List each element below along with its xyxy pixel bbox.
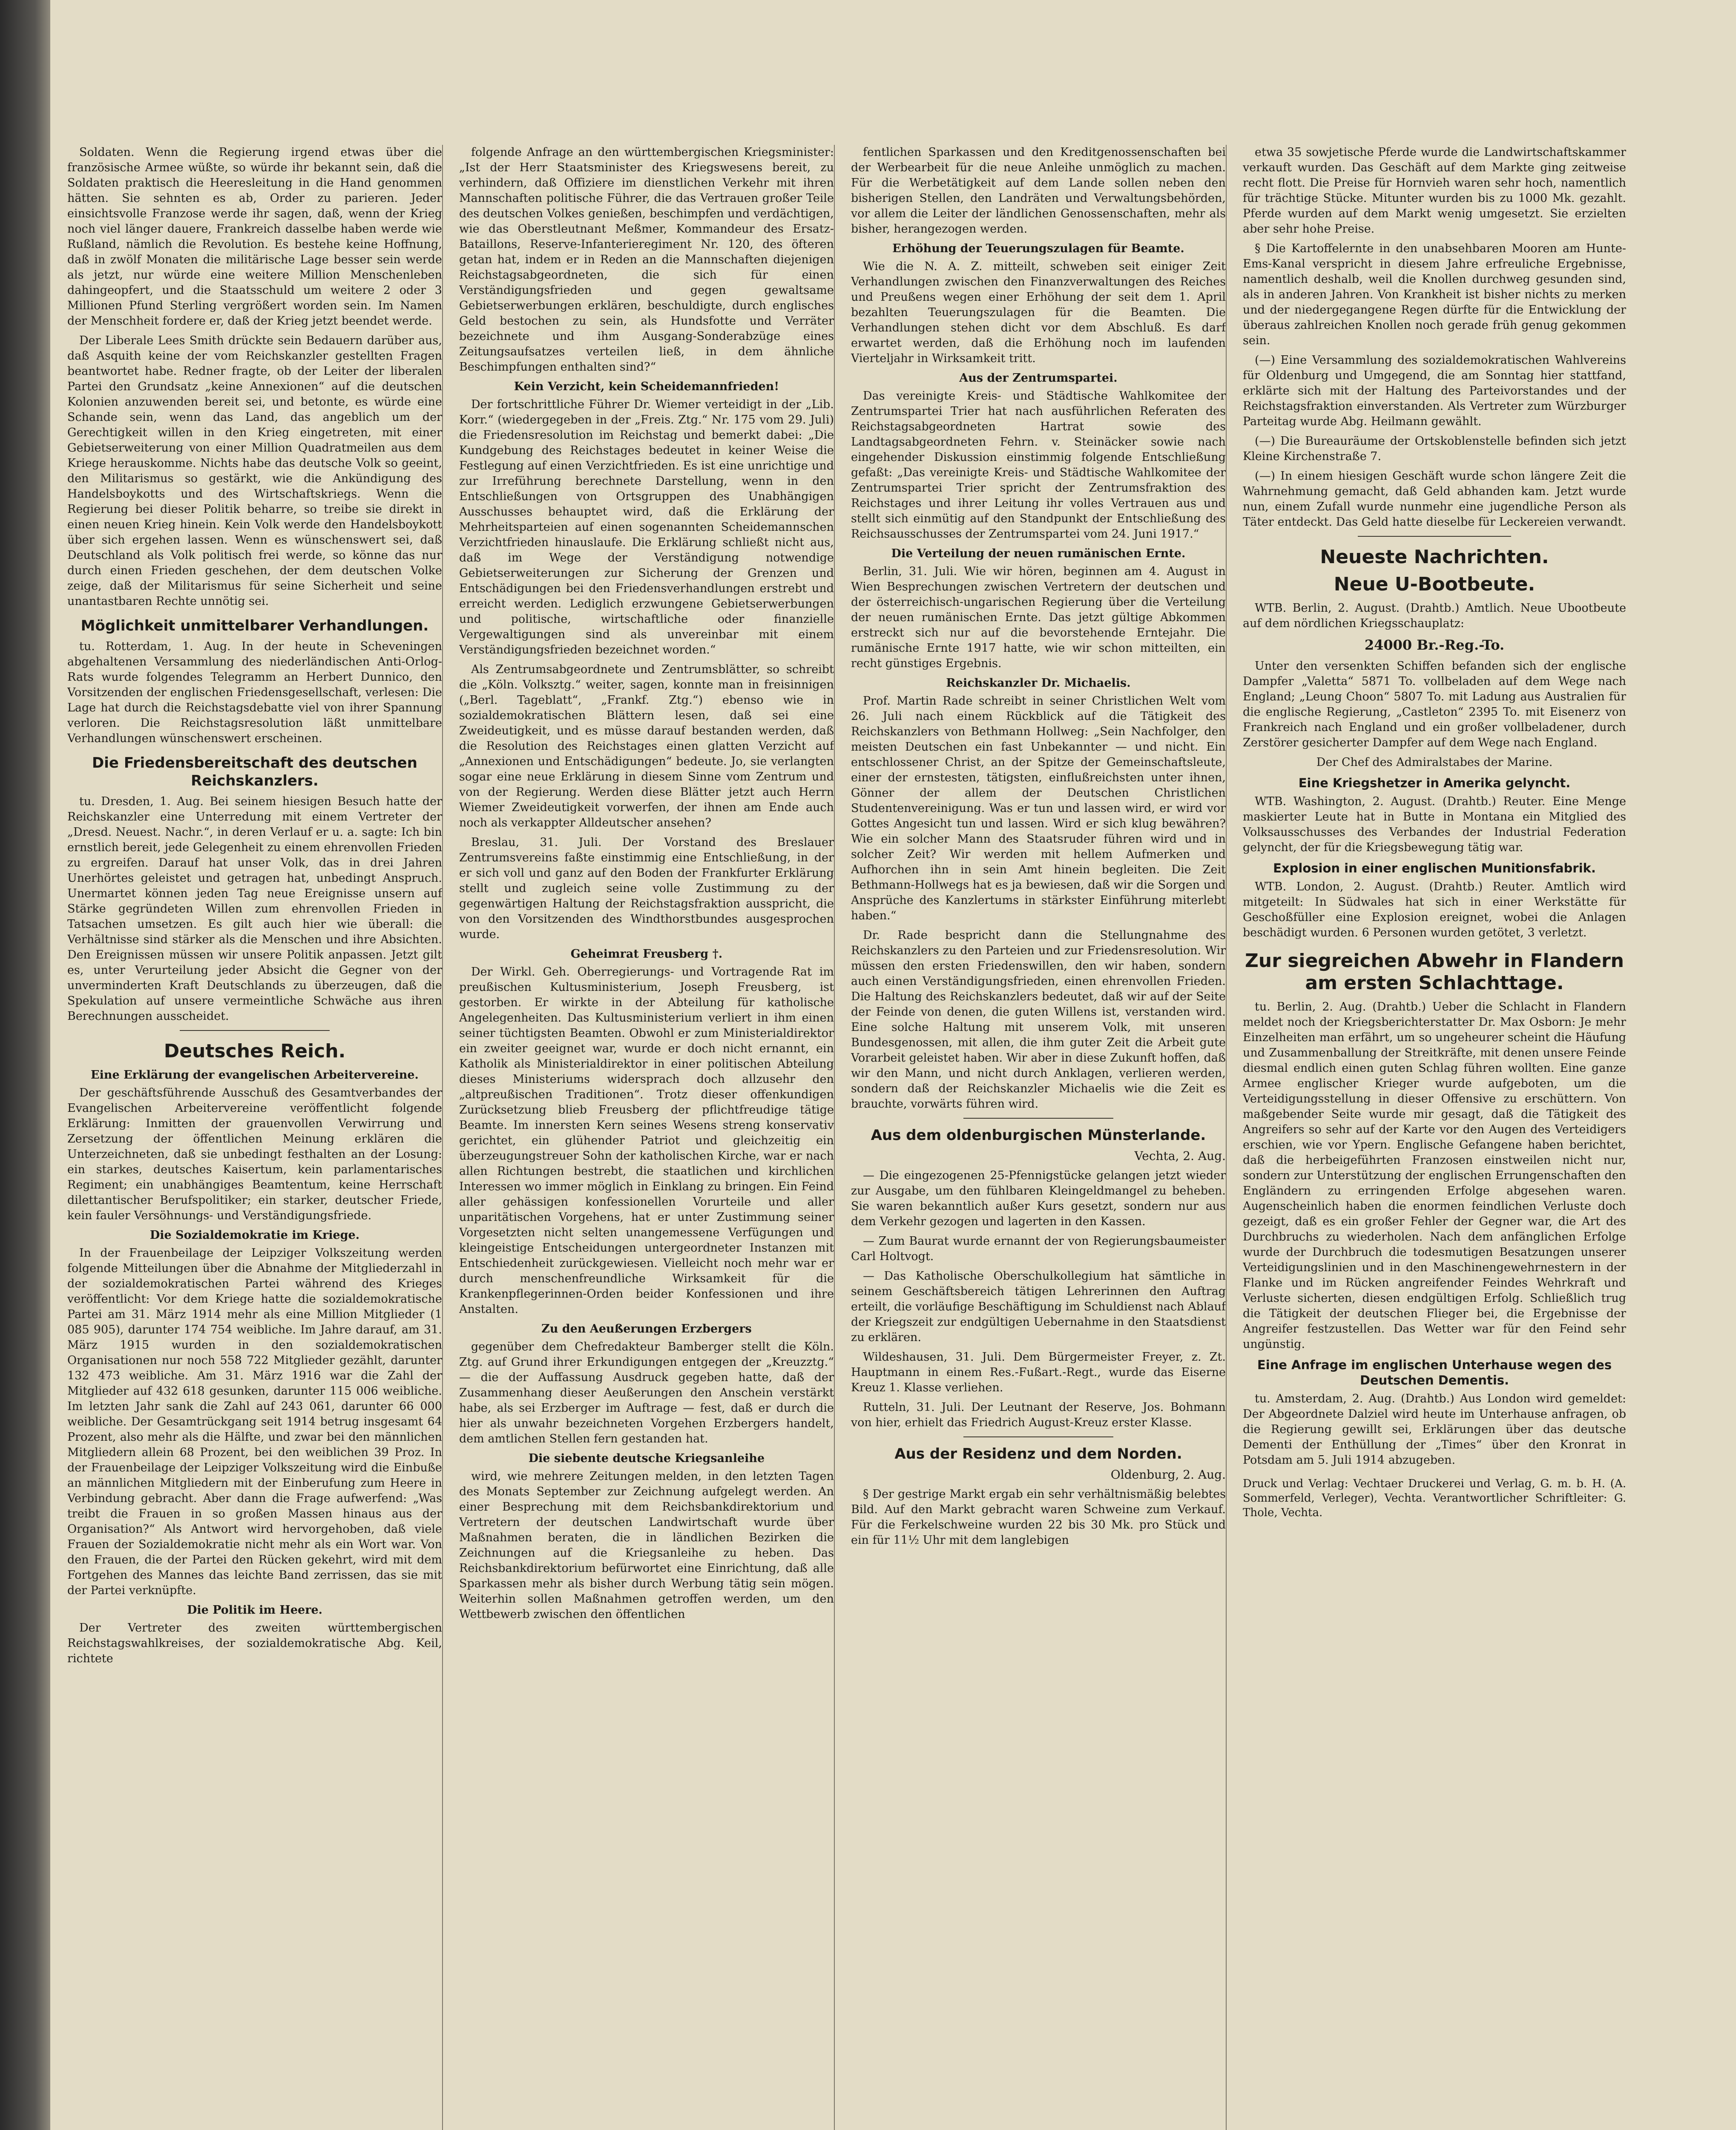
- paragraph: Der Wirkl. Geh. Oberregierungs- und Vortragende Rat im preußischen Kultusministerium, Joseph Freusberg, ist gestorben. Er wirkte in der Abteilung für katholische Angelegenheiten. Das Kultusministerium verliert in ihm einen seiner tüchtigsten Beamten. Obwohl er zum Ministerialdirektor ein zweiter geeignet war, wurde er doch nicht ernannt, ein Katholik als Ministerialdirektor in einer politischen Abteilung dieses Ministeriums widersprach doch allzusehr den „altpreußischen Traditionen“. Trotz dieser offenkundigen Zurücksetzung blieb Freusberg der pflichtfreudige tätige Beamte. Im innersten Kern seines Wesens streng konservativ gerichtet, ein glühender Patriot und gleichzeitig ein überzeugungstreuer Sohn der katholischen Kirche, war er nach allen Richtungen bestrebt, die staatlichen und kirchlichen Interessen wo immer möglich in Einklang zu bringen. Ein Feind aller gehässigen konfessionellen Vorurteile und aller unparitätischen Vorgehens, hat er unter Zustimmung seiner Vorgesetzten nicht selten unangemessene Verfügungen und kleingeistige Entscheidungen untergeordneter Instanzen mit Entschiedenheit zurückgewiesen. Vielleicht noch mehr war er durch menschenfreundliche Wirksamkeit für die Krankenpflegerinnen-Orden beider Konfessionen und ihre Anstalten.: [459, 965, 834, 1316]
- divider: [1358, 536, 1511, 537]
- paragraph: Prof. Martin Rade schreibt in seiner Christlichen Welt vom 26. Juli nach einem Rückblick auf die Tätigkeit des Reichskanzlers von Bethmann Hollweg: „Sein Nachfolger, den meisten Deutschen ein fast Unbekannter — und nicht. Ein entschlossener Christ, an der Spitze der Gemeinschaftsleute, einer der ernstesten, tätigsten, einflußreichsten unter ihnen, Gönner der allem der Deutschen Christlichen Studentenvereinigung. Was er tun und lassen wird, er wird vor Gottes Angesicht tun und lassen. Wird er sich klug bewähren? Wie ein solcher Mann des Staatsruder führen wird und in solcher Zeit? Wir werden mit hellem Aufmerken und Aufhorchen ihn in sein Amt hinein begleiten. Die Zeit Bethmann-Hollwegs hat es ja bewiesen, daß wir die Sorgen und Ansprüche des Kanzlertums in stärkster Einführung miterlebt haben.“: [851, 694, 1226, 922]
- paragraph: tu. Rotterdam, 1. Aug. In der heute in Scheveningen abgehaltenen Versammlung des niederländischen Anti-Orlog-Rats wurde folgendes Telegramm an Herbert Dunnico, den Vorsitzenden der englischen Friedensgesellschaft, verlesen: Die Lage hat durch die Reichstagsdebatte viel von ihrer Spannung verloren. Die Reichstagsresolution läßt unmittelbare Verhandlungen wünschenswert erscheinen.: [67, 640, 442, 745]
- divider: [963, 1436, 1113, 1437]
- headline-ubootbeute: Neue U-Bootbeute.: [1334, 573, 1535, 595]
- paragraph: Als Zentrumsabgeordnete und Zentrumsblätter, so schreibt die „Köln. Volksztg.“ weiter, sagen, konnte man in freisinnigen („Berl. Tageblatt“, „Frankf. Ztg.“) ebenso wie in sozialdemokratischen Blättern lesen, daß sei eine Zweideutigkeit, und es müsse darauf bestanden werden, daß die Resolution des Reichstages einen glatten Verzicht auf „Annexionen und Entschädigungen“ bedeute. Jo, sie verlangten sogar eine neue Erklärung in diesem Sinne vom Zentrum und von der Regierung. Werden diese Blätter jetzt auch Herrn Wiemer Zweideutigkeit vorwerfen, der ihnen am Ende auch noch als verkappter Alldeutscher ansehen?: [459, 663, 834, 829]
- paragraph: tu. Berlin, 2. Aug. (Drahtb.) Ueber die Schlacht in Flandern meldet noch der Kriegsberichterstatter Dr. Max Osborn: Je mehr Einzelheiten man erfährt, um so ungeheurer scheint die Häufung und Zusammenballung der Streitkräfte, mit denen unsere Feinde diesmal endlich einen guten Schlag führen wollten. Eine ganze Armee englischer Krieger wurde aufgeboten, um die Verteidigungsstellung in dieser Offensive zu erschüttern. Von maßgebender Seite wurde mir gesagt, daß die Tätigkeit des Angreifers so sehr auf der Karte vor den Augen des Verteidigers erschien, wie vor Ypern. Englische Gefangene haben berichtet, daß die herbeigeführten Franzosen einstweilen nicht nur, sondern zur Unterstützung der englischen Errungenschaften den Engländern zu erringenden Erfolge abgesehen waren. Augenscheinlich haben die enormen feindlichen Verluste doch gezeigt, daß es ein großer Fehler der Gegner war, die Art des Durchbruchs zu wiederholen. Nach dem anfänglichen Erfolge wurde der Durchbruch die todesmutigen Besatzungen unserer Verteidigungslinien und in den Maschinengewehrnestern in der Flanke und im Rücken angreifender Feindes Wehrkraft und Verluste sicherten, diesen endgültigen Erfolg. Schließlich trug die Tätigkeit der deutschen Flieger bei, die Ergebnisse der Angreifer festzustellen. Das Wetter war für den Feind sehr ungünstig.: [1243, 1000, 1626, 1351]
- paragraph: Unter den versenkten Schiffen befanden sich der englische Dampfer „Valetta“ 5871 To. vollbeladen auf dem Wege nach England; „Leung Choon“ 5807 To. mit Ladung aus Australien für die englische Regierung, „Castleton“ 2395 To. mit Eisenerz von Frankreich nach England und ein großer vollbeladener, durch Zerstörer gesicherter Dampfer auf dem Wege nach England.: [1243, 659, 1626, 749]
- newspaper-page: [50, 0, 1736, 2130]
- paragraph: Der Liberale Lees Smith drückte sein Bedauern darüber aus, daß Asquith keine der vom Reichskanzler gestellten Fragen beantwortet habe. Redner fragte, ob der Leiter der liberalen Partei den Grundsatz „keine Annexionen“ auf die deutschen Kolonien anzuwenden bereit sei, und betonte, es würde eine Schande sein, wenn das Land, das angeblich um der Gerechtigkeit willen in den Krieg eingetreten, mit einer Gebietserweiterung von einer Million Quadratmeilen aus dem Kriege herauskomme. Nichts habe das deutsche Volk so geeint, den Militarismus so gestärkt, wie die Ankündigung des Handelsboykotts und des Wirtschaftskriegs. Wenn die Regierung bei dieser Politik beharre, so treibe sie direkt in einen neuen Krieg hinein. Kein Volk werde den Handelsboykott über sich ergehen lassen. Wenn es wünschenswert sei, daß Deutschland als Volk politisch frei werde, so könne das nur durch einen Frieden geschehen, der dem deutschen Volke zeige, daß der Militarismus für seine Sicherheit und seine unantastbaren Rechte unnötig sei.: [67, 334, 442, 608]
- divider: [963, 1118, 1113, 1119]
- paragraph: wird, wie mehrere Zeitungen melden, in den letzten Tagen des Monats September zur Zeichnung aufgelegt werden. An einer Besprechung mit dem Reichsbankdirektorium und Vertretern der deutschen Landwirtschaft wurde über Maßnahmen beraten, die in ländlichen Bezirken die Zeichnungen auf die Kriegsanleihe zu heben. Das Reichsbankdirektorium befürwortet eine Einrichtung, daß alle Sparkassen mehr als bisher durch Werbung tätig sein mögen. Weiterhin sollen Maßnahmen getroffen werden, um den Wettbewerb zwischen den öffentlichen: [459, 1470, 834, 1621]
- paragraph: Der Vertreter des zweiten württembergischen Reichstagswahlkreises, der sozialdemokratische Abg. Keil, richtete: [67, 1621, 442, 1665]
- section-title-muensterlande: Aus dem oldenburgischen Münsterlande.: [871, 1127, 1206, 1144]
- subheading: Aus der Zentrumspartei.: [959, 371, 1118, 385]
- paragraph: WTB. London, 2. August. (Drahtb.) Reuter. Amtlich wird mitgeteilt: In Südwales hat sich in einer Werkstätte für Geschoßfüller eine Explosion ereignet, wobei die Anlagen beschädigt wurden. 6 Personen wurden getötet, 3 verletzt.: [1243, 880, 1626, 939]
- paragraph: Soldaten. Wenn die Regierung irgend etwas über die französische Armee wüßte, so würde ihr bekannt sein, daß die Soldaten praktisch die Heeresleitung in die Hand genommen hätten. Sie sehnten es ab, Order zu parieren. Jeder einsichtsvolle Franzose werde ihr sagen, daß, wenn der Krieg noch viel länger dauere, Frankreich dasselbe haben werde wie Rußland, nämlich die Revolution. Es bestehe keine Hoffnung, daß in zwölf Monaten die militärische Lage besser sein werde als jetzt, nur würde eine weitere Million Menschenleben dahingeopfert, und die Staatsschuld um weitere 2 oder 3 Millionen Pfund Sterling vergrößert worden sein. Im Namen der Menschheit fordere er, daß der Krieg jetzt beendet werde.: [67, 146, 442, 328]
- paragraph: Das vereinigte Kreis- und Städtische Wahlkomitee der Zentrumspartei Trier hat nach ausführlichen Referaten des Reichstagsabgeordneten Hartrat sowie des Landtagsabgeordneten Fehrn. v. Steinäcker sowie nach eingehender Diskussion einstimmig folgende Entschließung gefaßt: „Das vereinigte Kreis- und Städtische Wahlkomitee der Zentrumspartei Trier spricht der Zentrumsfraktion des Reichstages und ihrer Leitung ihr volles Vertrauen aus und stellt sich einmütig auf den Standpunkt der Entschließung des Reichsausschusses der Zentrumspartei vom 24. Juni 1917.“: [851, 389, 1226, 541]
- paragraph: — Zum Baurat wurde ernannt der von Regierungsbaumeister Carl Holtvogt.: [851, 1235, 1226, 1263]
- paragraph: WTB. Berlin, 2. August. (Drahtb.) Amtlich. Neue Ubootbeute auf dem nördlichen Kriegsschauplatz:: [1243, 602, 1626, 630]
- paragraph: — Die eingezogenen 25-Pfennigstücke gelangen jetzt wieder zur Ausgabe, um den fühlbaren Kleingeldmangel zu beheben. Sie waren bekanntlich außer Kurs gesetzt, sondern nur aus dem Verkehr gezogen und lagerten in den Kassen.: [851, 1169, 1226, 1228]
- subheading: Die Sozialdemokratie im Kriege.: [149, 1229, 360, 1242]
- paragraph: In der Frauenbeilage der Leipziger Volkszeitung werden folgende Mitteilungen über die Abnahme der Mitgliederzahl in der sozialdemokratischen Partei während des Krieges veröffentlicht: Vor dem Kriege hatte die sozialdemokratische Partei am 31. März 1914 mehr als eine Million Mitglieder (1 085 905), darunter 174 754 weibliche. Im Jahre darauf, am 31. März 1915 wurden in den sozialdemokratischen Organisationen nur noch 558 722 Mitglieder gezählt, darunter 132 473 weibliche. Am 31. März 1916 war die Zahl der Mitglieder auf 432 618 gesunken, darunter 115 006 weibliche. Im letzten Jahr sank die Zahl auf 243 061, darunter 66 000 weibliche. Der Gesamtrückgang seit 1914 betrug insgesamt 64 Prozent, also mehr als die Hälfte, und zwar bei den männlichen Mitgliedern allein 68 Prozent, bei den weiblichen 39 Proz. In der Frauenbeilage der Leipziger Volkszeitung wird die Einbuße an männlichen Mitgliedern mit der Einberufung zum Heere in Verbindung gebracht. Aber dann die Frage aufwerfend: „Was treibt die Frauen in so großen Massen hinaus aus der Organisation?“ Als Antwort wird hervorgehoben, daß viele Frauen der Sozialdemokratie nicht mehr als ein Wort war. Von den Frauen, die der Partei den Rücken gekehrt, wird mit dem Fortgehen des Mannes das leichte Band zerrissen, das sie mit der Partei verknüpfte.: [67, 1246, 442, 1597]
- divider: [180, 1030, 330, 1031]
- paragraph: fentlichen Sparkassen und den Kreditgenossenschaften bei der Werbearbeit für die neue Anleihe unmöglich zu machen. Für die Werbetätigkeit auf dem Lande sollen neben den bisherigen Stellen, den Landräten und Verwaltungsbehörden, vor allem die Leiter der ländlichen Genossenschaften, mehr als bisher, herangezogen werden.: [851, 146, 1226, 236]
- headline-friedensbereitschaft: Die Friedensbereitschaft des deutschen Reichskanzlers.: [92, 754, 417, 789]
- subheading: Die siebente deutsche Kriegsanleihe: [528, 1452, 765, 1465]
- subheading: Kein Verzicht, kein Scheidemannfrieden!: [514, 380, 779, 393]
- column-4: [1243, 145, 1626, 2130]
- column-1: [67, 145, 442, 2130]
- headline-explosion: Explosion in einer englischen Munitionsfabrik.: [1273, 861, 1596, 875]
- section-title-residenz: Aus der Residenz und dem Norden.: [894, 1445, 1182, 1462]
- signature-line: Der Chef des Admiralstabes der Marine.: [1316, 756, 1553, 769]
- paragraph: (—) Eine Versammlung des sozialdemokratischen Wahlvereins für Oldenburg und Umgegend, die am Sonntag hier stattfand, erklärte sich mit der Haltung des Parteivorstandes und der Reichstagsfraktion einverstanden. Als Vertreter zum Würzburger Parteitag wurde Abg. Heilmann gewählt.: [1243, 354, 1626, 428]
- paragraph: Der fortschrittliche Führer Dr. Wiemer verteidigt in der „Lib. Korr.“ (wiedergegeben in der „Freis. Ztg.“ Nr. 175 vom 29. Juli) die Friedensresolution im Reichstag und bemerkt dabei: „Die Kundgebung des Reichstages bedeutet in keiner Weise die Festlegung auf einen Verzichtfrieden. Es ist eine unrichtige und zur Irreführung berechnete Darstellung, wenn in den Entschließungen von Ortsgruppen des Unabhängigen Ausschusses behauptet wird, daß die Erklärung der Mehrheitsparteien auf einen sogenannten Scheidemannschen Verzichtfrieden hinauslaufe. Die Erklärung schließt nicht aus, daß im Wege der Verständigung notwendige Gebietserweiterungen zur Sicherung der Grenzen und Entschädigungen bei den Friedensverhandlungen erstrebt und erreicht werden. Lediglich erzwungene Gebietserwerbungen und politische, wirtschaftliche oder finanzielle Vergewaltigungen sind als unvereinbar mit einem Verständigungsfrieden bezeichnet worden.“: [459, 398, 834, 656]
- paragraph: (—) Die Bureauräume der Ortskoblenstelle befinden sich jetzt Kleine Kirchenstraße 7.: [1243, 435, 1626, 463]
- paragraph: Rutteln, 31. Juli. Der Leutnant der Reserve, Jos. Bohmann von hier, erhielt das Friedrich August-Kreuz erster Klasse.: [851, 1401, 1226, 1429]
- imprint: Druck und Verlag: Vechtaer Druckerei und Verlag, G. m. b. H. (A. Sommerfeld, Verleger), Vechta. Verantwortlicher Schriftleiter: G. Thole, Vechta.: [1243, 1477, 1626, 1519]
- paragraph: Breslau, 31. Juli. Der Vorstand des Breslauer Zentrumsvereins faßte einstimmig eine Entschließung, in der er sich voll und ganz auf den Boden der Frankfurter Erklärung stellt und zugleich seine volle Zustimmung zu der gegenwärtigen Haltung der Reichstagsfraktion ausspricht, die von den Vorsitzenden des Windthorstbundes ausgesprochen wurde.: [459, 836, 834, 941]
- paragraph: (—) In einem hiesigen Geschäft wurde schon längere Zeit die Wahrnehmung gemacht, daß Geld abhanden kam. Jetzt wurde nun, einem Zufall wurde nunmehr eine jugendliche Person als Täter entdeckt. Das Geld hatte dieselbe für Leckereien verwandt.: [1243, 469, 1626, 529]
- paragraph: etwa 35 sowjetische Pferde wurde die Landwirtschaftskammer verkauft wurden. Das Geschäft auf dem Markte ging zeitweise recht flott. Die Preise für Hornvieh waren sehr hoch, namentlich für trächtige Stücke. Mitunter wurden bis zu 1000 Mk. gezahlt. Pferde wurden auf dem Markt wenig umgesetzt. Sie erzielten aber sehr hohe Preise.: [1243, 146, 1626, 236]
- headline-verhandlungen: Möglichkeit unmittelbarer Verhandlungen.: [80, 617, 429, 634]
- paragraph: Wildeshausen, 31. Juli. Dem Bürgermeister Freyer, z. Zt. Hauptmann in einem Res.-Fußart.-Regt., wurde das Eiserne Kreuz 1. Klasse verliehen.: [851, 1350, 1226, 1394]
- section-title-neueste-nachrichten: Neueste Nachrichten.: [1320, 546, 1549, 568]
- paragraph: § Die Kartoffelernte in den unabsehbaren Mooren am Hunte-Ems-Kanal verspricht in diesem Jahre erfreuliche Ergebnisse, namentlich deshalb, weil die Knollen durchweg gesunden sind, als in anderen Jahren. Von Krankheit ist bisher nichts zu merken und der niedergegangene Regen dürfte für die Entwicklung der überaus zahlreichen Knollen noch gerade früh genug gekommen sein.: [1243, 242, 1626, 347]
- paragraph: WTB. Washington, 2. August. (Drahtb.) Reuter. Eine Menge maskierter Leute hat in Butte in Montana ein Mitglied des Volksausschusses des Verbandes der Industrial Federation gelyncht, der für die Kriegsbewegung tätig war.: [1243, 795, 1626, 854]
- subheading: Geheimrat Freusberg †.: [570, 947, 723, 961]
- subheading: Zu den Aeußerungen Erzbergers: [541, 1322, 752, 1336]
- headline-kriegshetzer: Eine Kriegshetzer in Amerika gelyncht.: [1298, 776, 1571, 790]
- column-3: [851, 145, 1226, 2130]
- paragraph: Berlin, 31. Juli. Wie wir hören, beginnen am 4. August in Wien Besprechungen zwischen Vertretern der deutschen und der österreichisch-ungarischen Regierung über die Verteilung der neuen rumänischen Ernte. Das jetzt gültige Abkommen erstreckt sich nur auf die bevorstehende Erntejahr. Die rumänische Ernte 1917 hatte, wie wir schon mitteilten, ein recht günstiges Ergebnis.: [851, 565, 1226, 670]
- headline-abwehr-flandern: Zur siegreichen Abwehr in Flandern am ersten Schlachttage.: [1245, 950, 1624, 994]
- dateline: Oldenburg, 2. Aug.: [1110, 1468, 1226, 1482]
- dateline: Vechta, 2. Aug.: [1134, 1149, 1226, 1163]
- paragraph: tu. Dresden, 1. Aug. Bei seinem hiesigen Besuch hatte der Reichskanzler eine Unterredung mit einem Vertreter der „Dresd. Neuest. Nachr.“, in deren Verlauf er u. a. sagte: Ich bin ernstlich bereit, jede Gelegenheit zu einem ehrenvollen Frieden zu ergreifen. Darauf hat unser Volk, das in drei Jahren Unerhörtes geleistet und getragen hat, unbedingt Anspruch. Unermartet können jeden Tag neue Ereignisse unsern auf Stärke gegründeten Willen zum ehrenvollen Frieden in Tatsachen umsetzen. Es gilt auch hier wie überall: die Verhältnisse sind stärker als die Menschen und ihre Absichten. Den Ereignissen müssen wir unsere Politik anpassen. Jetzt gilt es, unter Verurteilung jeder Absicht die Gegner von der unverminderten Kraft Deutschlands zu überzeugen, daß die Spekulation auf unsere vermeintliche Schwäche aus ihren Berechnungen ausscheidet.: [67, 795, 442, 1023]
- subheading: Erhöhung der Teuerungszulagen für Beamte.: [892, 242, 1184, 255]
- paragraph: § Der gestrige Markt ergab ein sehr verhältnismäßig belebtes Bild. Auf den Markt gebracht waren Schweine zum Verkauf. Für die Ferkelschweine wurden 22 bis 30 Mk. pro Stück und ein für 11½ Uhr mit dem langlebigen: [851, 1488, 1226, 1547]
- subheading: Reichskanzler Dr. Michaelis.: [946, 676, 1131, 690]
- subheading: Eine Erklärung der evangelischen Arbeitervereine.: [91, 1068, 419, 1082]
- column-divider: [442, 145, 443, 2130]
- column-divider: [1226, 145, 1227, 2130]
- subheading: Die Verteilung der neuen rumänischen Ernte.: [891, 547, 1186, 560]
- tonnage-figure: 24000 Br.-Reg.-To.: [1364, 637, 1505, 653]
- paragraph: gegenüber dem Chefredakteur Bamberger stellt die Köln. Ztg. auf Grund ihrer Erkundigungen entgegen der „Kreuzztg.“ — die der Auffassung Ausdruck gegeben hatte, daß der Zusammenhang dieser Aeußerungen den Anschein verstärkt habe, als sei Erzberger im Auftrage — fest, daß er durch die hier als unwahr bezeichneten Vorgehen Erzbergers handelt, dem amtlichen Stellen fern gestanden hat.: [459, 1340, 834, 1445]
- headline-anfrage-unterhaus: Eine Anfrage im englischen Unterhause wegen des Deutschen Dementis.: [1257, 1358, 1612, 1387]
- paragraph: Dr. Rade bespricht dann die Stellungnahme des Reichskanzlers zu den Parteien und zur Friedensresolution. Wir müssen den ersten Friedenswillen, den wir haben, sondern auch einen Verständigungsfrieden, einen ehrenvollen Frieden. Die Haltung des Reichskanzlers bedeutet, daß wir auf der Seite der Feinde von denen, die guten Willens ist, verstanden wird. Eine solche Haltung mit unserem Volk, mit unseren Bundesgenossen, mit allen, die ihm guter Zeit die Arbeit gute Vorarbeit geleistet haben. Wir aber in diese Zukunft hoffen, daß wir den Mann, und nicht durch Anklagen, verlieren werden, sondern daß der Reichskanzler Michaelis wie die Zeit es brauchte, vorwärts führen wird.: [851, 929, 1226, 1111]
- book-binding-edge: [0, 0, 50, 2130]
- paragraph: tu. Amsterdam, 2. Aug. (Drahtb.) Aus London wird gemeldet: Der Abgeordnete Dalziel wird heute im Unterhause anfragen, ob die Regierung gewillt sei, Erklärungen über das deutsche Dementi der Enthüllung der „Times“ über den Kronrat in Potsdam am 5. Juli 1914 abzugeben.: [1243, 1392, 1626, 1467]
- paragraph: Der geschäftsführende Ausschuß des Gesamtverbandes der Evangelischen Arbeitervereine veröffentlicht folgende Erklärung: Inmitten der grauenvollen Verwirrung und Zersetzung der öffentlichen Meinung erklären die Unterzeichneten, daß sie unbedingt festhalten an der Losung: ein starkes, deutsches Kaisertum, kein parlamentarisches Regiment; ein unabhängiges Beamtentum, keine Herrschaft dilettantischer Berufspolitiker; ein starker, deutscher Friede, kein fauler Versöhnungs- und Verständigungsfriede.: [67, 1086, 442, 1222]
- column-2: [459, 145, 834, 2130]
- paragraph: — Das Katholische Oberschulkollegium hat sämtliche in seinem Geschäftsbereich tätigen Lehrerinnen den Auftrag erteilt, die vorläufige Beschäftigung im Schuldienst nach Ablauf der Kriegszeit zur endgültigen Uebernahme in den Staatsdienst zu erklären.: [851, 1269, 1226, 1344]
- paragraph: Wie die N. A. Z. mitteilt, schweben seit einiger Zeit Verhandlungen zwischen den Finanzverwaltungen des Reiches und Preußens wegen einer Erhöhung der seit dem 1. April bezahlten Teuerungszulagen für die Beamten. Die Verhandlungen stehen dicht vor dem Abschluß. Es darf erwartet werden, daß die Erhöhung noch im laufenden Vierteljahr in Wirksamkeit tritt.: [851, 260, 1226, 365]
- paragraph: folgende Anfrage an den württembergischen Kriegsminister: „Ist der Herr Staatsminister des Kriegswesens bereit, zu verhindern, daß Offiziere im dienstlichen Verkehr mit ihren Mannschaften politische Führer, die das Vertrauen großer Teile des deutschen Volkes genießen, beschimpfen und verdächtigen, wie das Oberstleutnant Meßmer, Kommandeur des Ersatz-Bataillons, Reserve-Infanterieregiment Nr. 120, des öfteren getan hat, indem er in Reden an die Mannschaften diejenigen Reichstagsabgeordneten, die sich für einen Verständigungsfrieden und gegen gewaltsame Gebietserwerbungen erklären, beschuldigte, durch englisches Geld bestochen zu sein, als Hundsfotte und Verräter bezeichnete und ihm Ausgang-Sonderabzüge eines Zeitungsaufsatzes verteilen ließ, in dem ähnliche Beschimpfungen enthalten sind?“: [459, 146, 834, 374]
- subheading: Die Politik im Heere.: [187, 1603, 323, 1617]
- section-title-deutsches-reich: Deutsches Reich.: [164, 1040, 346, 1062]
- column-divider: [834, 145, 835, 2130]
